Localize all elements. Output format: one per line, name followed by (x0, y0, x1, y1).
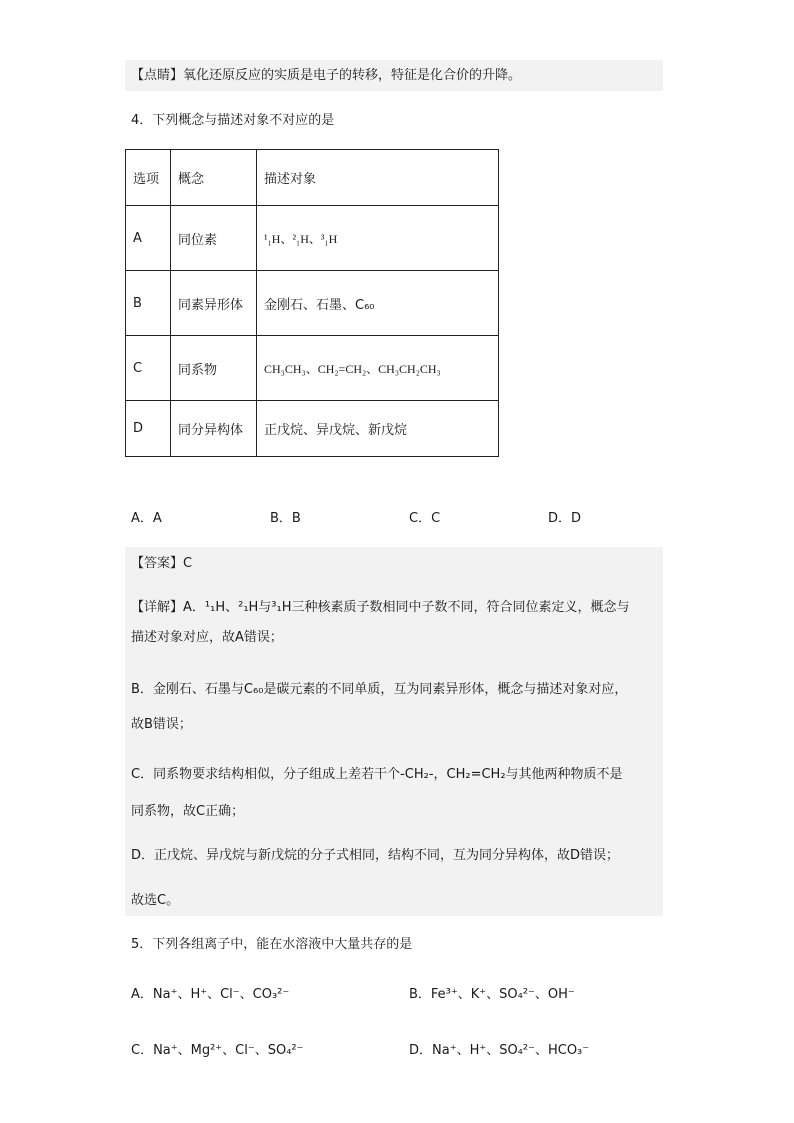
detail-b-line-1: B．金刚石、石墨与C₆₀是碳元素的不同单质，互为同素异形体，概念与描述对象对应， (131, 682, 628, 697)
row-concept: 同位素 (171, 206, 257, 271)
detail-d-line: D．正戊烷、异戊烷与新戊烷的分子式相同，结构不同，互为同分异构体，故D错误； (131, 848, 620, 863)
row-concept: 同系物 (171, 336, 257, 401)
detail-a-line-2: 描述对象对应，故A错误； (131, 630, 283, 645)
detail-a-text: A．¹₁H、²₁H与³₁H三种核素质子数相同中子数不同，符合同位素定义，概念与 (183, 600, 630, 615)
detail-a-line-1 (131, 598, 630, 618)
row-object: CH₃CH₃、CH₂=CH₂、CH₃CH₂CH₃ (257, 336, 499, 401)
q5-title: 5．下列各组离子中，能在水溶液中大量共存的是 (131, 937, 413, 952)
detail-c-line-2: 同系物，故C正确； (131, 804, 245, 819)
table-row (126, 336, 499, 401)
answer-tag: 【答案】 (131, 556, 184, 571)
row-concept: 同分异构体 (171, 401, 257, 457)
q5-choice-d: D．Na⁺、H⁺、SO₄²⁻、HCO₃⁻ (409, 1043, 590, 1058)
q5-choice-a: A．Na⁺、H⁺、Cl⁻、CO₃²⁻ (131, 987, 290, 1002)
row-option: B (126, 271, 171, 336)
row-object: 金刚石、石墨、C₆₀ (257, 271, 499, 336)
q4-choice-b: B．B (270, 511, 301, 526)
note-text: 氧化还原反应的实质是电子的转移，特征是化合价的升降。 (183, 68, 522, 83)
row-option: A (126, 206, 171, 271)
q4-choice-d: D．D (548, 511, 582, 526)
table-row (126, 271, 499, 336)
table-header-concept: 概念 (171, 150, 257, 206)
detail-c-line-1: C．同系物要求结构相似，分子组成上差若干个-CH₂-，CH₂=CH₂与其他两种物质不是 (131, 767, 623, 782)
detail-tag: 【详解】 (131, 600, 184, 615)
table-row (126, 401, 499, 457)
note-line (131, 66, 521, 86)
q4-table (125, 149, 499, 457)
q4-title: 4．下列概念与描述对象不对应的是 (131, 113, 335, 128)
answer-value: C (183, 556, 193, 571)
q4-choice-a: A．A (131, 511, 162, 526)
table-row (126, 206, 499, 271)
row-option: C (126, 336, 171, 401)
answer-line (131, 554, 192, 574)
detail-b-line-2: 故B错误； (131, 717, 192, 732)
row-option: D (126, 401, 171, 457)
row-object: ¹₁H、²₁H、³₁H (257, 206, 499, 271)
q4-choice-c: C．C (409, 511, 441, 526)
row-concept: 同素异形体 (171, 271, 257, 336)
q5-choice-c: C．Na⁺、Mg²⁺、Cl⁻、SO₄²⁻ (131, 1043, 304, 1058)
note-tag: 【点睛】 (131, 68, 184, 83)
table-header-object: 描述对象 (257, 150, 499, 206)
q5-choice-b: B．Fe³⁺、K⁺、SO₄²⁻、OH⁻ (409, 987, 575, 1002)
conclusion-line: 故选C。 (131, 893, 180, 908)
row-object: 正戊烷、异戊烷、新戊烷 (257, 401, 499, 457)
table-header-option: 选项 (126, 150, 171, 206)
